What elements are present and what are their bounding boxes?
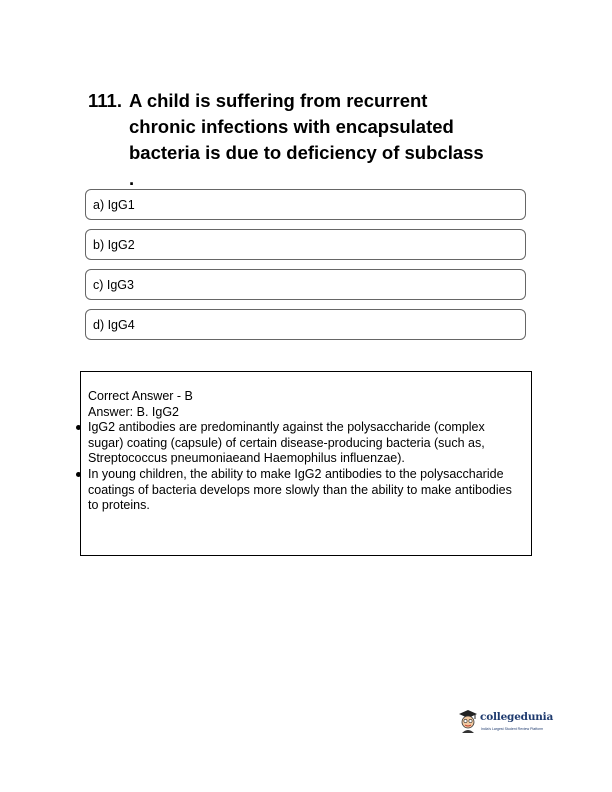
bullet-icon	[76, 425, 81, 430]
options-list	[85, 189, 526, 349]
option-d[interactable]: d) IgG4	[85, 309, 526, 340]
question	[88, 88, 528, 192]
explanation-point	[88, 467, 518, 514]
question-text: A child is suffering from recurrent chronic infections with encapsulated bacteria is due to deficiency of subclass .	[129, 90, 484, 189]
option-c[interactable]: c) IgG3	[85, 269, 526, 300]
question-number: 111.	[88, 90, 122, 111]
option-b[interactable]: b) IgG2	[85, 229, 526, 260]
brand-tagline: India's Largest Student Review Platform	[481, 727, 544, 731]
brand-name: collegedunia	[480, 711, 554, 723]
explanation-point-text: In young children, the ability to make IgG2 antibodies to the polysaccharide coatings of bacteria develops more slowly than the ability to make antibodies to proteins.	[88, 466, 512, 513]
answer-line: Answer: B. IgG2	[88, 404, 180, 419]
option-a[interactable]: a) IgG1	[85, 189, 526, 220]
brand-logo	[457, 708, 561, 738]
correct-answer-line: Correct Answer - B	[88, 389, 193, 403]
explanation-point-text: IgG2 antibodies are predominantly against the polysaccharide (complex sugar) coating (capsule) of certain disease-producing bacteria (such as, Streptococcus pneumoniaeand Haemophilus influenzae).	[88, 420, 485, 466]
answer-explanation-box	[80, 371, 532, 556]
bullet-icon	[76, 472, 81, 477]
explanation-point	[88, 420, 518, 467]
graduate-mascot-icon	[457, 708, 479, 734]
